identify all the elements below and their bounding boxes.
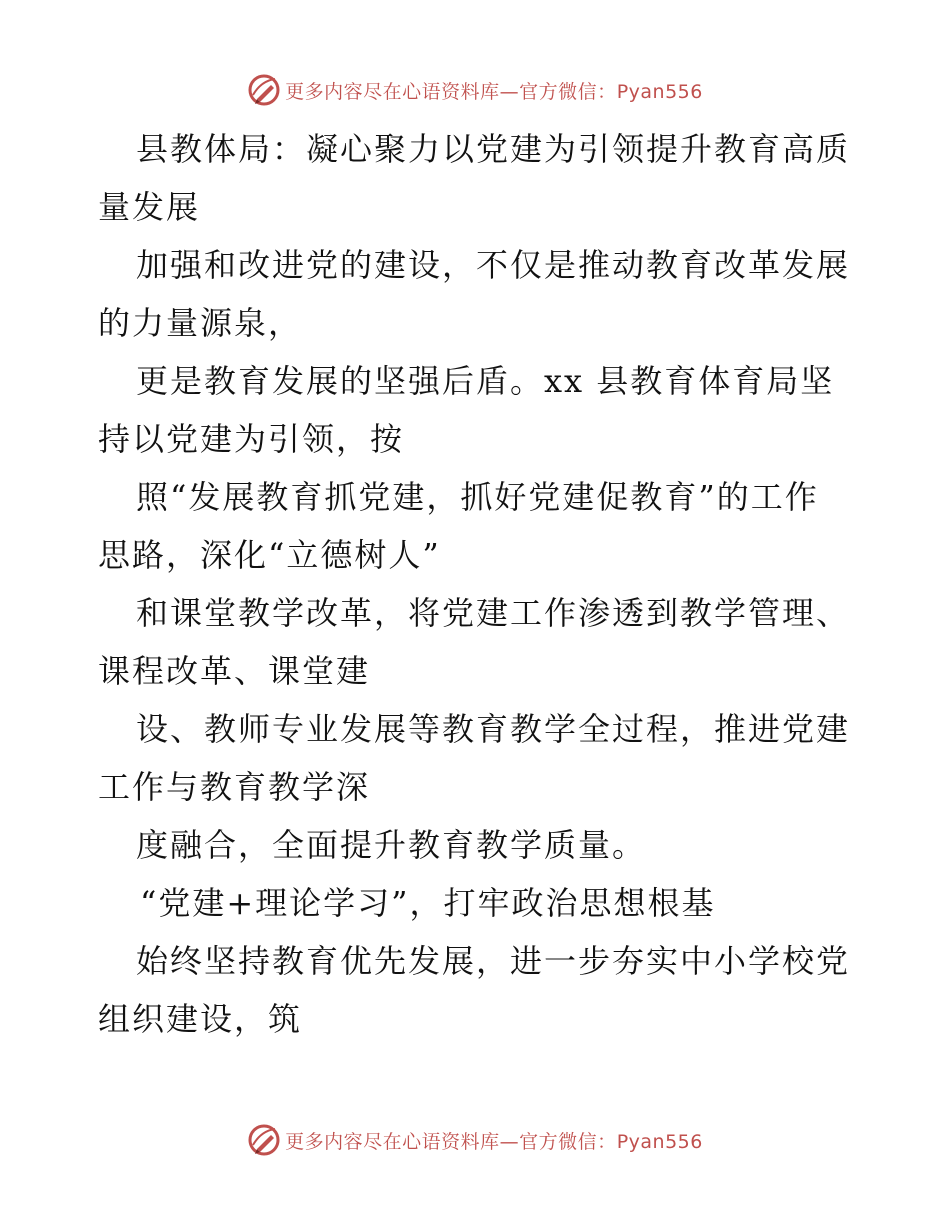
paragraph-line: 工作与教育教学深 bbox=[98, 768, 371, 806]
header-banner bbox=[0, 70, 950, 110]
paragraph-line: 度融合，全面提升教育教学质量。 bbox=[136, 826, 647, 864]
paragraph-line: 的力量源泉， bbox=[98, 304, 303, 342]
paragraph-line: 始终坚持教育优先发展，进一步夯实中小学校党 bbox=[136, 942, 851, 980]
pen-logo-icon bbox=[247, 73, 281, 107]
paragraph-line: 持以党建为引领，按 bbox=[98, 420, 405, 458]
title-line-1: 县教体局：凝心聚力以党建为引领提升教育高质 bbox=[136, 130, 851, 168]
document-body bbox=[98, 120, 858, 1048]
paragraph-line: 思路，深化“立德树人” bbox=[98, 536, 441, 574]
paragraph-line: 和课堂教学改革，将党建工作渗透到教学管理、 bbox=[136, 594, 851, 632]
banner-wechat-label: 官方微信： bbox=[519, 80, 617, 103]
section-heading: “党建+理论学习”，打牢政治思想根基 bbox=[140, 884, 716, 922]
banner-slogan: 更多内容尽在心语资料库 bbox=[285, 80, 500, 103]
paragraph-line: 组织建设，筑 bbox=[98, 1000, 303, 1038]
paragraph-line: 加强和改进党的建设，不仅是推动教育改革发展 bbox=[136, 246, 851, 284]
banner-separator: — bbox=[499, 80, 520, 103]
pen-logo-icon bbox=[247, 1123, 281, 1157]
paragraph-line: 课程改革、课堂建 bbox=[98, 652, 371, 690]
footer-banner bbox=[0, 1120, 950, 1160]
paragraph-line: 更是教育发展的坚强后盾。xx 县教育体育局坚 bbox=[136, 362, 835, 400]
banner-slogan: 更多内容尽在心语资料库 bbox=[285, 1130, 500, 1153]
paragraph-line: 设、教师专业发展等教育教学全过程，推进党建 bbox=[136, 710, 851, 748]
banner-separator: — bbox=[499, 1130, 520, 1153]
title-line-2: 量发展 bbox=[98, 188, 201, 226]
banner-wechat-id: Pyan556 bbox=[616, 1130, 703, 1153]
banner-wechat-id: Pyan556 bbox=[616, 80, 703, 103]
paragraph-line: 照“发展教育抓党建，抓好党建促教育”的工作 bbox=[136, 478, 819, 516]
banner-wechat-label: 官方微信： bbox=[519, 1130, 617, 1153]
